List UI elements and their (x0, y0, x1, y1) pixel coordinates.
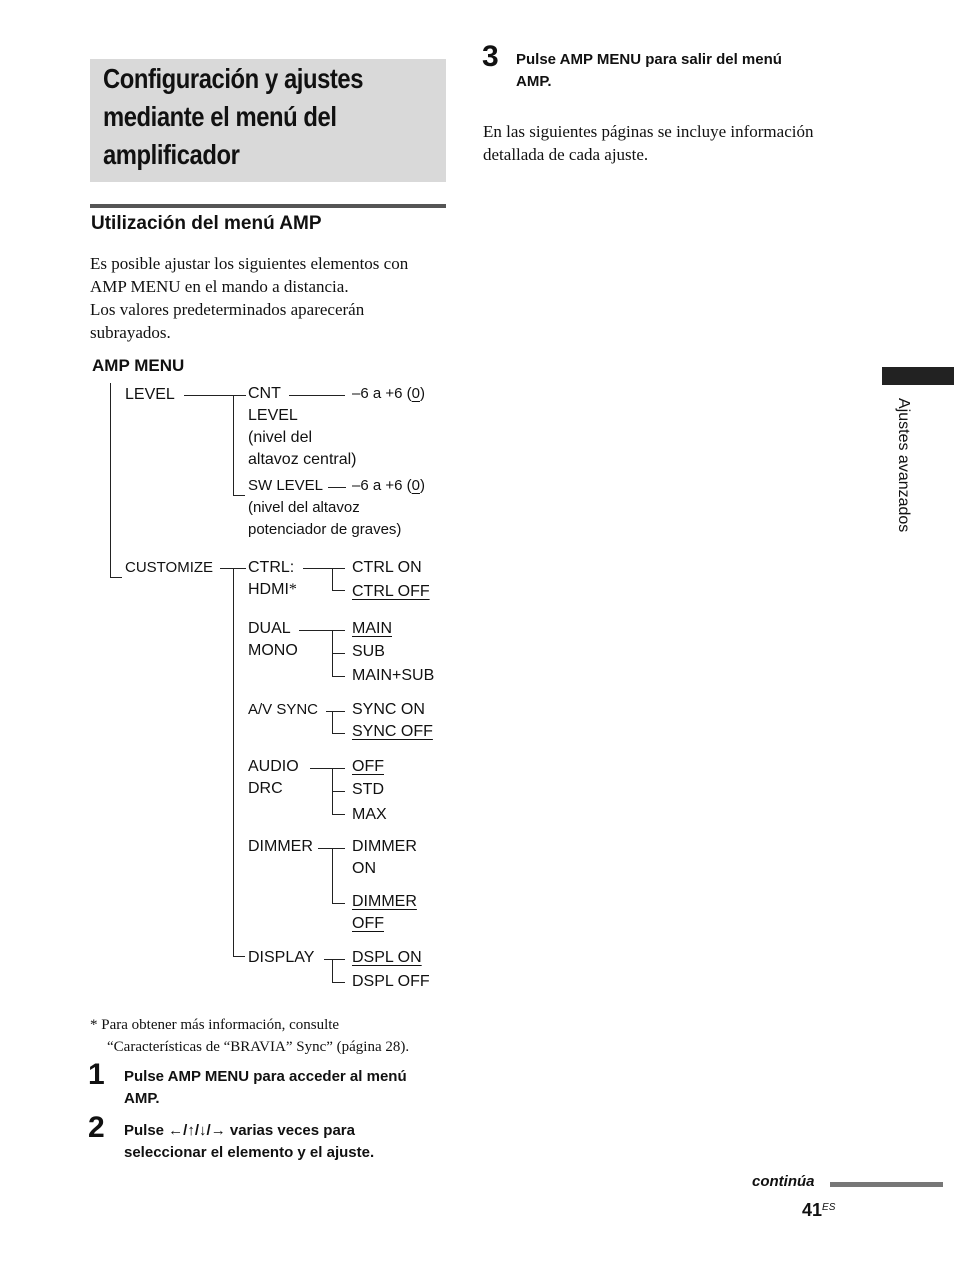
av-sync-label: A/V SYNC (248, 701, 319, 718)
sync-off-option: SYNC OFF (352, 723, 433, 740)
display-label: DISPLAY (248, 949, 315, 966)
dimmer-on-option-1: DIMMER (352, 838, 417, 855)
tree-line (303, 568, 345, 569)
tree-line (233, 395, 234, 495)
cnt-level-range: –6 a +6 (0) (352, 385, 425, 402)
page-number: $41^{ES}$ (802, 1200, 836, 1220)
footnote-line-2: “Características de “BRAVIA” Sync” (página 28). (107, 1039, 410, 1055)
tree-line (324, 959, 345, 960)
section-title-line-1: Configuración y ajustes (103, 63, 364, 94)
footnote (90, 1014, 409, 1058)
tree-line (332, 814, 345, 815)
tree-line (332, 791, 345, 792)
tree-line (332, 959, 333, 982)
tree-line (332, 982, 345, 983)
tree-line (332, 653, 345, 654)
dimmer-off-option-1: DIMMER (352, 893, 417, 910)
cnt-level-label-1: CNT (248, 385, 281, 402)
subheading-rule (90, 204, 446, 208)
section-title-line-3: amplificador (103, 139, 240, 170)
step-2-line-2: seleccionar el elemento y el ajuste. (124, 1144, 375, 1161)
step-3-number: 3 (482, 40, 499, 73)
intro-line-3: Los valores predeterminados aparecerán (90, 300, 365, 319)
dual-mono-label-2: MONO (248, 642, 298, 659)
section-title-line-2: mediante el menú del (103, 101, 337, 132)
max-option: MAX (352, 806, 387, 823)
sw-level-desc-1: (nivel del altavoz (248, 499, 360, 516)
continued-label: continúa (752, 1173, 815, 1190)
cnt-level-desc-2: altavoz central) (248, 451, 357, 468)
tree-line (184, 395, 246, 396)
footnote-line-1: * Para obtener más información, consulte (90, 1017, 340, 1033)
side-section-label (882, 398, 922, 573)
tree-line (326, 711, 345, 712)
tree-line (332, 590, 345, 591)
main-sub-option: MAIN+SUB (352, 667, 435, 684)
tree-line (332, 568, 333, 590)
cnt-level-desc-1: (nivel del (248, 429, 313, 446)
tree-line (110, 383, 111, 577)
main-option: MAIN (352, 620, 392, 637)
tree-line (233, 956, 245, 957)
section-title-box (90, 59, 446, 182)
menu-tree-title: AMP MENU (92, 356, 185, 375)
tree-line (332, 848, 333, 903)
tree-line (233, 568, 234, 956)
step-3-line-2: AMP. (516, 73, 552, 90)
tree-line (310, 768, 345, 769)
side-section-text: Ajustes avanzados (895, 398, 912, 533)
sw-level-label: SW LEVEL (248, 477, 324, 494)
sw-level-range: –6 a +6 (0) (352, 477, 425, 494)
std-option: STD (352, 781, 384, 798)
ctrl-off-option: CTRL OFF (352, 583, 430, 600)
tree-line (332, 733, 345, 734)
cnt-level-label-2: LEVEL (248, 407, 298, 424)
audio-drc-label-1: AUDIO (248, 758, 299, 775)
continued-bar (830, 1182, 943, 1187)
step-3-line-1: Pulse AMP MENU para salir del menú (516, 51, 782, 68)
dual-mono-label-1: DUAL (248, 620, 291, 637)
step-2-number: 2 (88, 1111, 105, 1144)
dimmer-off-option-2: OFF (352, 915, 384, 932)
section-tab-marker (882, 367, 954, 385)
tree-line (110, 577, 122, 578)
tree-line (233, 495, 245, 496)
step-1-line-2: AMP. (124, 1090, 160, 1107)
ctrl-hdmi-label-1: CTRL: (248, 559, 295, 576)
tree-line (328, 487, 346, 488)
intro-paragraph (90, 252, 450, 344)
dimmer-label: DIMMER (248, 838, 313, 855)
right-paragraph-line-2: detallada de cada ajuste. (483, 145, 649, 164)
step-2-line-1: Pulse ←/↑/↓/→ varias veces para (124, 1122, 355, 1139)
menu-item-level: LEVEL (125, 386, 175, 403)
ctrl-on-option: CTRL ON (352, 559, 422, 576)
sync-on-option: SYNC ON (352, 701, 425, 718)
intro-line-1: Es posible ajustar los siguientes elementos con (90, 254, 409, 273)
subheading: Utilización del menú AMP (91, 213, 322, 234)
dimmer-on-option-2: ON (352, 860, 376, 877)
tree-line (299, 630, 345, 631)
audio-drc-label-2: DRC (248, 780, 283, 797)
off-option: OFF (352, 758, 384, 775)
ctrl-hdmi-label-2: HDMI* (248, 581, 297, 598)
menu-item-customize: CUSTOMIZE (125, 559, 214, 576)
tree-line (289, 395, 345, 396)
step-1-number: 1 (88, 1058, 105, 1091)
sw-level-desc-2: potenciador de graves) (248, 521, 402, 538)
right-paragraph-line-1: En las siguientes páginas se incluye información (483, 122, 814, 141)
intro-line-4: subrayados. (90, 323, 171, 342)
tree-line (332, 676, 345, 677)
intro-line-2: AMP MENU en el mando a distancia. (90, 277, 349, 296)
step-1-line-1: Pulse AMP MENU para acceder al menú (124, 1068, 407, 1085)
dspl-on-option: DSPL ON (352, 949, 422, 966)
sub-option: SUB (352, 643, 385, 660)
dspl-off-option: DSPL OFF (352, 973, 430, 990)
tree-line (332, 903, 345, 904)
right-paragraph (483, 120, 813, 166)
tree-line (332, 711, 333, 733)
